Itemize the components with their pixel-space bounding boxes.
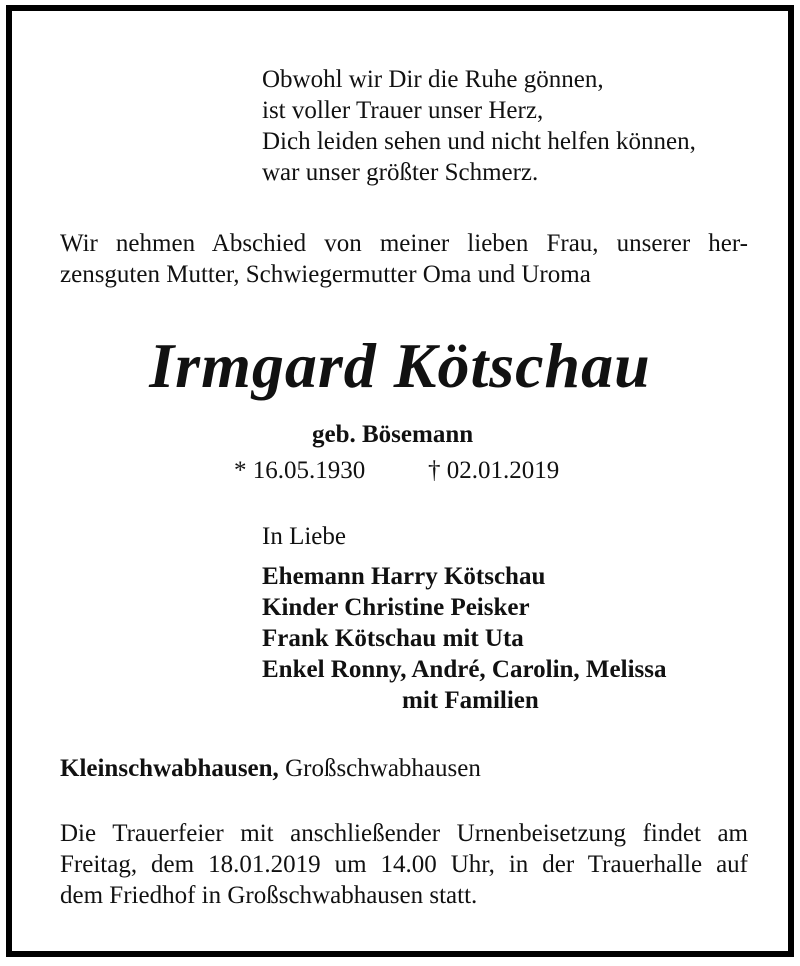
family-member: Frank Kötschau mit Uta	[262, 625, 524, 652]
poem	[262, 64, 696, 188]
poem-line: ist voller Trauer unser Herz,	[262, 97, 544, 124]
family-member: Kinder Christine Peisker	[262, 594, 530, 621]
intro-line: Wir nehmen Abschied von meiner lieben Frau, unserer her-	[60, 230, 748, 257]
funeral-line: dem Friedhof in Großschwabhausen statt.	[60, 882, 478, 909]
maiden-name: geb. Bösemann	[312, 421, 474, 448]
poem-line: war unser größter Schmerz.	[262, 159, 539, 186]
funeral-line: Freitag, dem 18.01.2019 um 14.00 Uhr, in der Trauerhalle auf	[60, 851, 748, 878]
in-love-label: In Liebe	[262, 523, 346, 550]
birth-date: * 16.05.1930	[234, 457, 366, 484]
intro-line: zensguten Mutter, Schwiegermutter Oma und Uroma	[60, 261, 591, 288]
life-dates	[234, 455, 560, 486]
funeral-line: Die Trauerfeier mit anschließender Urnenbeisetzung findet am	[60, 820, 748, 847]
place-primary: Kleinschwabhausen,	[60, 755, 279, 782]
family-member: mit Familien	[402, 687, 539, 714]
obituary-frame	[6, 5, 794, 957]
family-member: Enkel Ronny, André, Carolin, Melissa	[262, 656, 667, 683]
place-secondary: Großschwabhausen	[285, 755, 481, 782]
place-line	[60, 753, 481, 784]
deceased-name: Irmgard Kötschau	[149, 330, 651, 401]
poem-line: Obwohl wir Dir die Ruhe gönnen,	[262, 66, 604, 93]
intro-text	[60, 228, 748, 290]
family-member: Ehemann Harry Kötschau	[262, 563, 546, 590]
death-date: † 02.01.2019	[428, 457, 560, 484]
funeral-notice	[60, 818, 748, 911]
poem-line: Dich leiden sehen und nicht helfen können,	[262, 128, 696, 155]
family-list	[262, 561, 666, 716]
